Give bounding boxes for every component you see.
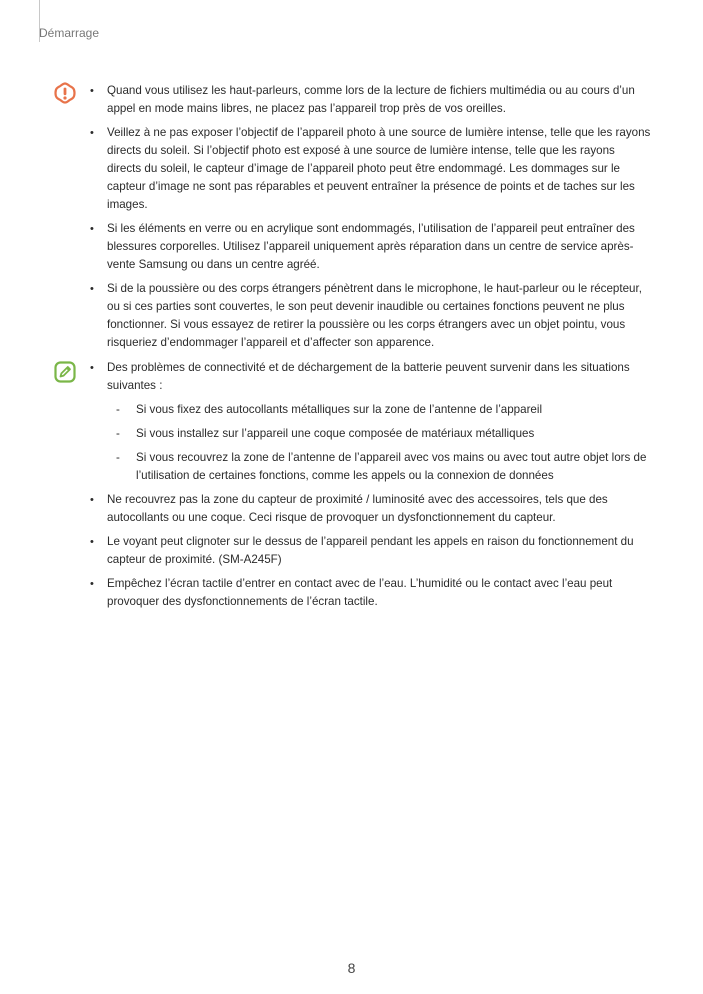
page-number: 8	[347, 960, 356, 976]
list-item: • Quand vous utilisez les haut-parleurs, comme lors de la lecture de fichiers multimédia ou au cours d’un appel en mode mains libres, ne placez pas l’appareil trop près de vos oreilles.	[90, 84, 635, 115]
caution-list	[90, 82, 652, 358]
list-item: • Veillez à ne pas exposer l’objectif de l’appareil photo à une source de lumière intense, telle que les rayons directs du soleil. Si l’objectif photo est exposé à une source de lumière intense, telle que les rayons directs du soleil, le capteur d’image de l’appareil photo peut être endommagé. Les dommages sur le capteur d’image ne sont pas réparables et peuvent entraîner la présence de points et de taches sur les images.	[90, 126, 651, 211]
list-item: • Si les éléments en verre ou en acrylique sont endommagés, l’utilisation de l’appareil peut entraîner des blessures corporelles. Utilisez l’appareil uniquement après réparation dans un centre de service après-vente Samsung ou dans un centre agréé.	[90, 222, 635, 271]
sub-list	[107, 401, 652, 485]
list-item: • Ne recouvrez pas la zone du capteur de proximité / luminosité avec des accessoires, tels que des autocollants ou une coque. Ceci risque de provoquer un dysfonctionnement du capteur.	[90, 493, 608, 524]
list-item: • Si de la poussière ou des corps étrangers pénètrent dans le microphone, le haut-parleur ou le récepteur, ou si ces parties sont couvertes, le son peut devenir inaudible ou certaines fonctions peuvent ne plus fonctionner. Si vous essayez de retirer la poussière ou les corps étrangers avec un objet pointu, vous risqueriez d’endommager l’appareil et d’affecter son apparence.	[90, 282, 642, 349]
list-item: • Le voyant peut clignoter sur le dessus de l’appareil pendant les appels en raison du fonctionnement du capteur de proximité. (SM-A245F)	[90, 535, 634, 566]
note-list	[90, 359, 652, 617]
list-item: • Des problèmes de connectivité et de déchargement de la batterie peuvent survenir dans les situations suivantes : - Si vous fixez des autocollants métalliques sur la zone de l’antenne de l’appareil - Si vous installez sur l’appareil une coque composée de matériaux métalliques - Si vous recouvrez la zone de l’antenne de l’appareil avec vos mains ou avec tout autre objet lors de l’utilisation de certaines fonctions, comme les appels ou la connexion de données	[90, 359, 652, 485]
caution-icon	[54, 82, 76, 104]
sub-list-item: - Si vous installez sur l’appareil une coque composée de matériaux métalliques	[116, 427, 535, 440]
list-item: • Empêchez l’écran tactile d’entrer en contact avec de l’eau. L’humidité ou le contact avec l’eau peut provoquer des dysfonctionnements de l’écran tactile.	[90, 577, 613, 608]
section-title: Démarrage	[39, 26, 100, 40]
sub-list-item: - Si vous recouvrez la zone de l’antenne de l’appareil avec vos mains ou avec tout autre objet lors de l’utilisation de certaines fonctions, comme les appels ou la connexion de données	[116, 451, 647, 482]
sub-list-item: - Si vous fixez des autocollants métalliques sur la zone de l’antenne de l’appareil	[116, 403, 543, 416]
note-icon	[54, 361, 76, 383]
